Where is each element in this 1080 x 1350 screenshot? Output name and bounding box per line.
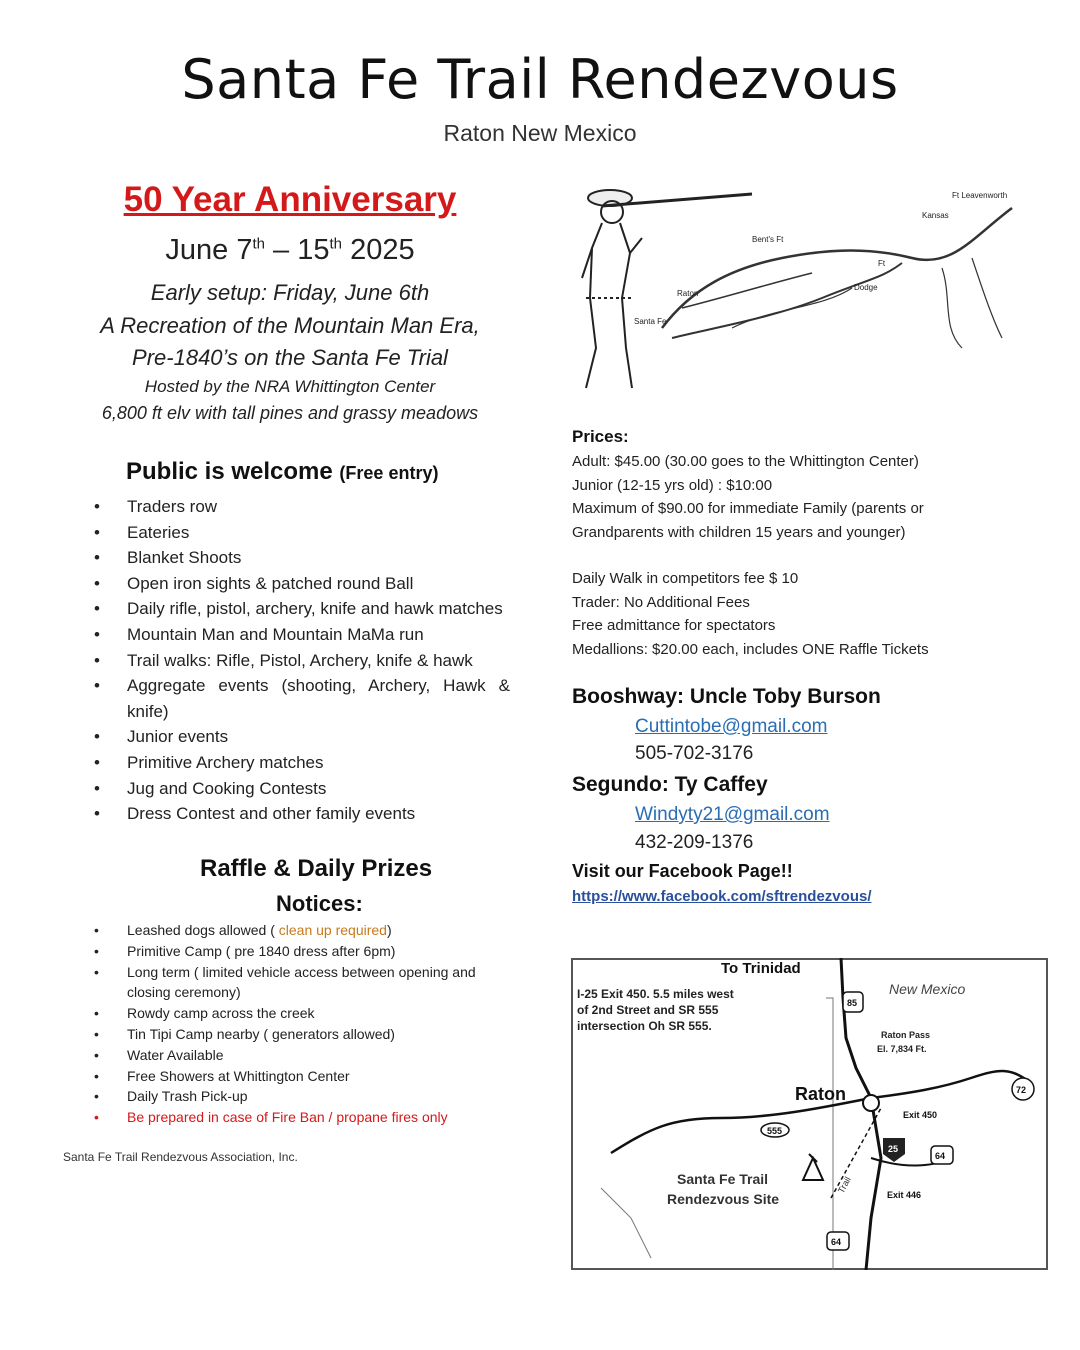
recreation-line-2: Pre-1840’s on the Santa Fe Trial — [132, 345, 448, 370]
map-label-fort: Ft — [878, 259, 886, 268]
booshway-name: Booshway: Uncle Toby Burson — [572, 685, 881, 708]
list-item: • Aggregate events (shooting, Archery, Hawk & knife) — [90, 673, 510, 724]
raton-city-label: Raton — [795, 1084, 846, 1104]
public-welcome-heading — [126, 458, 438, 486]
date-end: 15 — [297, 234, 330, 266]
fee-trader: Trader: No Additional Fees — [572, 593, 750, 611]
fee-lines — [572, 567, 929, 661]
raton-city-icon — [863, 1095, 879, 1111]
list-item: • Daily Trash Pick-up — [90, 1086, 510, 1107]
route-85: 85 — [847, 998, 858, 1008]
fee-medallions: Medallions: $20.00 each, includes ONE Raffle Tickets — [572, 640, 929, 658]
map-label-leavenworth: Ft Leavenworth — [952, 191, 1008, 200]
public-activities-list — [90, 494, 510, 827]
list-item: • Primitive Camp ( pre 1840 dress after 6pm) — [90, 941, 510, 962]
list-item: • Blanket Shoots — [90, 545, 510, 571]
route-72: 72 — [1016, 1085, 1027, 1095]
trail-label: Trail — [835, 1175, 853, 1195]
list-item: • Traders row — [90, 494, 510, 520]
exit-450-label: Exit 450 — [903, 1110, 938, 1120]
pass-name-label: Raton Pass — [881, 1030, 931, 1040]
price-adult: Adult: $45.00 (30.00 goes to the Whittington Center) — [572, 453, 919, 470]
price-family-cont: Grandparents with children 15 years and younger) — [572, 523, 906, 541]
site-label-line-1: Santa Fe Trail — [677, 1171, 769, 1187]
mountain-man-figure — [582, 190, 752, 388]
association-footer: Santa Fe Trail Rendezvous Association, Inc. — [63, 1150, 298, 1164]
list-item: • Primitive Archery matches — [90, 750, 510, 776]
list-item: • Junior events — [90, 724, 510, 750]
list-item: • Long term ( limited vehicle access between opening and closing ceremony) — [90, 962, 510, 1004]
list-item: • Water Available — [90, 1045, 510, 1066]
segundo-email-link[interactable]: Windyty21@gmail.com — [635, 804, 830, 825]
route-25: 25 — [888, 1144, 899, 1154]
pass-elevation-label: El. 7,834 Ft. — [877, 1044, 927, 1054]
leashed-prefix: Leashed dogs allowed ( — [127, 922, 279, 938]
notices-heading: Notices: — [276, 891, 363, 916]
list-item: • Daily rifle, pistol, archery, knife and hawk matches — [90, 596, 510, 622]
segundo-name: Segundo: Ty Caffey — [572, 773, 768, 796]
date-year: 2025 — [350, 234, 415, 266]
recreation-line-1: A Recreation of the Mountain Man Era, — [100, 313, 480, 338]
booshway-email-link[interactable]: Cuttintobe@gmail.com — [635, 716, 828, 737]
page-subtitle: Raton New Mexico — [443, 120, 637, 146]
exit-446-label: Exit 446 — [887, 1190, 922, 1200]
trail-map-illustration — [572, 178, 1020, 398]
facebook-heading: Visit our Facebook Page!! — [572, 861, 793, 881]
clean-up-note: clean up required — [278, 922, 387, 938]
date-start: June 7 — [165, 234, 253, 266]
segundo-phone: 432-209-1376 — [635, 832, 754, 853]
directions-line-2: of 2nd Street and SR 555 — [577, 1003, 719, 1017]
list-item: • Jug and Cooking Contests — [90, 776, 510, 802]
list-item — [90, 920, 510, 941]
directions-line-3: intersection Oh SR 555. — [577, 1019, 712, 1033]
date-separator: – — [273, 234, 290, 266]
fee-spectators: Free admittance for spectators — [572, 617, 776, 634]
fire-ban-warning: • Be prepared in case of Fire Ban / propane fires only — [90, 1107, 510, 1128]
host-line: Hosted by the NRA Whittington Center — [144, 377, 436, 396]
notices-list — [90, 920, 510, 1128]
trail-route — [662, 208, 1012, 348]
map-label-raton: Raton — [677, 289, 699, 298]
directions-map — [571, 958, 1048, 1270]
map-label-santa-fe: Santa Fe — [634, 317, 667, 326]
price-family: Maximum of $90.00 for immediate Family (parents or — [572, 500, 924, 517]
anniversary-heading: 50 Year Anniversary — [123, 180, 457, 219]
price-junior: Junior (12-15 yrs old) : $10:00 — [572, 476, 773, 494]
facebook-link[interactable]: https://www.facebook.com/sftrendezvous/ — [572, 888, 872, 905]
list-item: • Mountain Man and Mountain MaMa run — [90, 622, 510, 648]
leashed-suffix: ) — [386, 922, 392, 938]
list-item: • Free Showers at Whittington Center — [90, 1066, 510, 1087]
map-label-kansas: Kansas — [922, 211, 949, 220]
free-entry-note: (Free entry) — [339, 463, 439, 483]
list-item: • Tin Tipi Camp nearby ( generators allowed) — [90, 1024, 510, 1045]
map-label-dodge: Dodge — [854, 283, 878, 292]
prices-heading: Prices: — [572, 427, 629, 446]
public-welcome-text: Public is welcome — [126, 458, 333, 485]
site-label-line-2: Rendezvous Site — [667, 1191, 780, 1207]
price-lines — [572, 450, 924, 544]
date-start-suffix: th — [252, 235, 265, 253]
state-label: New Mexico — [889, 981, 966, 997]
list-item: • Trail walks: Rifle, Pistol, Archery, knife & hawk — [90, 648, 510, 674]
directions-line-1: I-25 Exit 450. 5.5 miles west — [577, 987, 734, 1001]
elevation-line: 6,800 ft elv with tall pines and grassy meadows — [101, 403, 479, 423]
route-64-east: 64 — [935, 1151, 946, 1161]
early-setup: Early setup: Friday, June 6th — [150, 280, 430, 305]
list-item: • Rowdy camp across the creek — [90, 1003, 510, 1024]
event-dates — [50, 234, 530, 267]
list-item: • Dress Contest and other family events — [90, 801, 510, 827]
date-end-suffix: th — [329, 235, 343, 253]
route-555: 555 — [767, 1126, 783, 1136]
route-64-south: 64 — [831, 1237, 842, 1247]
list-item: • Open iron sights & patched round Ball — [90, 571, 510, 597]
booshway-phone: 505-702-3176 — [635, 743, 754, 764]
fee-walk-in: Daily Walk in competitors fee $ 10 — [572, 570, 799, 587]
map-label-bents-fort: Bent's Ft — [752, 235, 784, 244]
list-item: • Eateries — [90, 520, 510, 546]
page-title: Santa Fe Trail Rendezvous — [181, 48, 899, 111]
to-trinidad-label: To Trinidad — [721, 960, 801, 977]
raffle-heading: Raffle & Daily Prizes — [200, 855, 433, 882]
